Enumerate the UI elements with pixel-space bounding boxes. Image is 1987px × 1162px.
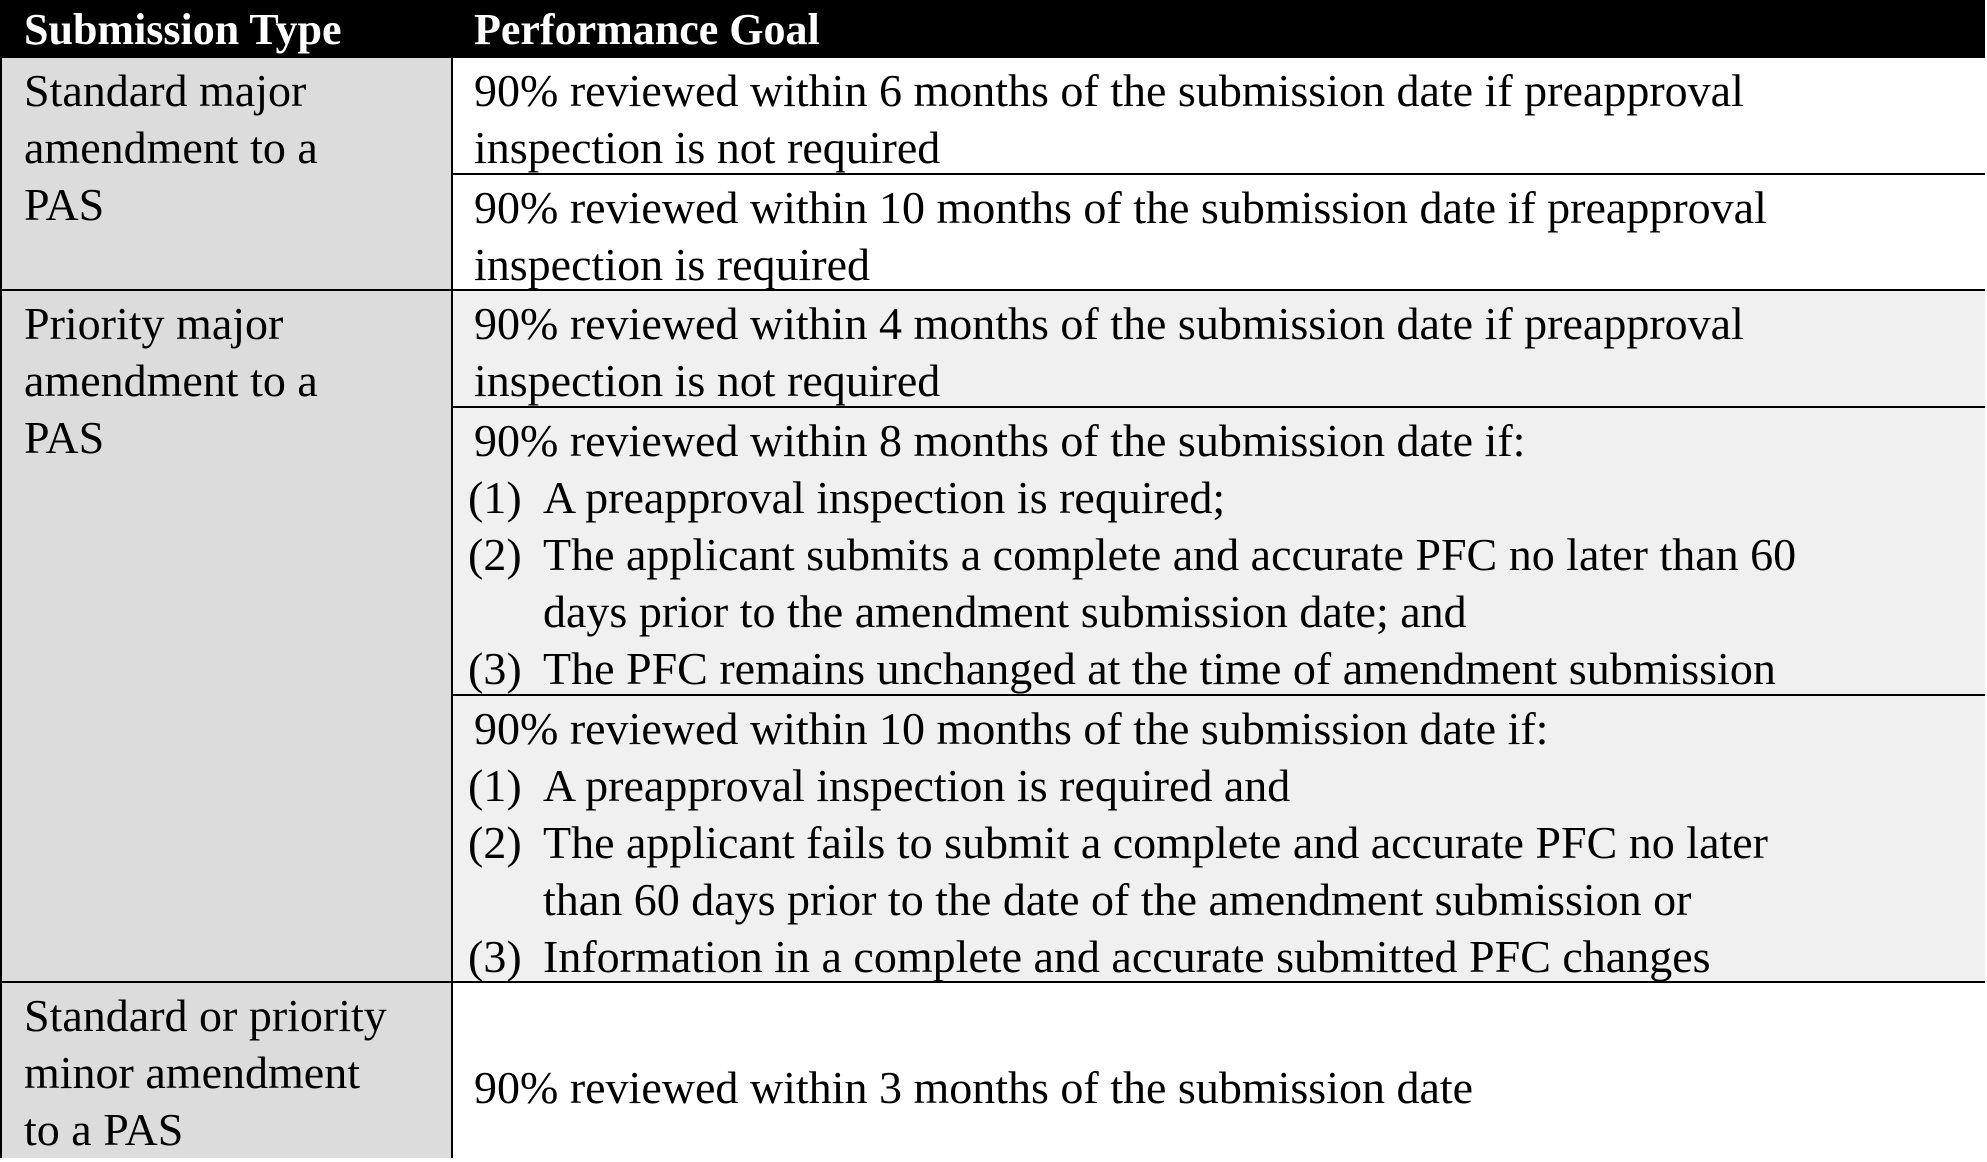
goal-minor: 90% reviewed within 3 months of the submission date [453, 983, 1985, 1158]
goal-standard-inspection: 90% reviewed within 10 months of the submission date if preapproval inspection is required [453, 175, 1985, 291]
submission-type-priority-major: Priority major amendment to a PAS [2, 291, 453, 983]
goal-priority-8-months: 90% reviewed within 8 months of the submission date if: (1) A preapproval inspection is required; (2) The applicant submits a complete and accurate PFC no later than 60 days prior to the amendment submission date; and (3) The PFC remains unchanged at the time of amendment submission [453, 408, 1985, 696]
header-performance-goal: Performance Goal [474, 5, 820, 54]
table-header [2, 2, 1983, 58]
list-item: (3) The PFC remains unchanged at the time of amendment submission [468, 643, 1776, 694]
list-item: (2) The applicant submits a complete and accurate PFC no later than 60 days prior to the amendment submission date; and [468, 529, 1797, 637]
list-item: (1) A preapproval inspection is required and [468, 760, 1291, 811]
submission-type-standard-major: Standard major amendment to a PAS [2, 58, 453, 291]
list-item: (3) Information in a complete and accurate submitted PFC changes [468, 931, 1711, 982]
header-submission-type: Submission Type [24, 5, 342, 54]
list-item: (1) A preapproval inspection is required; [468, 472, 1226, 523]
goal-priority-10-months: 90% reviewed within 10 months of the submission date if: (1) A preapproval inspection is required and (2) The applicant fails to submit a complete and accurate PFC no later than 60 days prior to the date of the amendment submission or (3) Information in a complete and accurate submitted PFC changes [453, 696, 1985, 983]
list-item: (2) The applicant fails to submit a complete and accurate PFC no later than 60 days prior to the date of the amendment submission or [468, 817, 1768, 925]
submission-type-minor: Standard or priority minor amendment to a PAS [2, 983, 453, 1158]
goal-standard-no-inspection: 90% reviewed within 6 months of the submission date if preapproval inspection is not required [453, 58, 1985, 175]
goal-priority-no-inspection: 90% reviewed within 4 months of the submission date if preapproval inspection is not required [453, 291, 1985, 408]
